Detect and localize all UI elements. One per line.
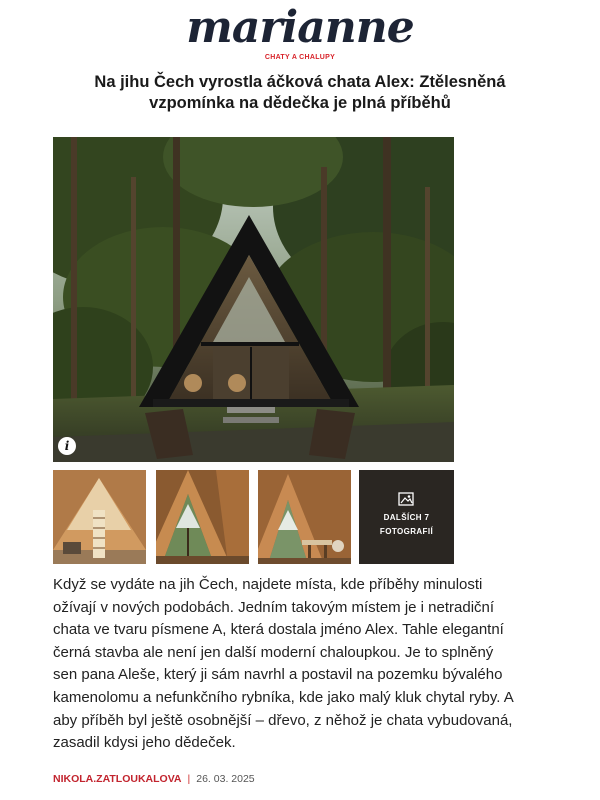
gallery-thumbnail[interactable]	[258, 470, 351, 564]
meta-separator: |	[187, 773, 191, 785]
more-photos-label	[367, 511, 446, 539]
article-lead: Když se vydáte na jih Čech, najdete místa, kde příběhy minulosti ožívají v nových podobách. Jedním takovým místem je i netradiční chata ve tvaru písmene A, která dostala jméno Alex. Tahle elegantní černá stavba ale není jen další moderní chaloupkou. Je to splněný sen pana Aleše, který ji sám navrhl a postavil na pozemku bývalého kamenolomu a nefunkčního rybníka, kde jako malý kluk chytal ryby. A aby příběh byl ještě osobnější – dřevo, z něhož je chata vybudovaná, zasadil kdysi jeho dědeček.	[53, 576, 513, 752]
site-logo[interactable]: marianne	[186, 2, 414, 53]
gallery-thumbnail[interactable]	[53, 470, 146, 564]
gallery-thumbnail[interactable]	[156, 470, 249, 564]
author-link[interactable]: NIKOLA.ZATLOUKALOVA	[53, 773, 182, 785]
more-photos-word: FOTOGRAFIÍ	[379, 527, 434, 536]
section-tag[interactable]: CHATY A CHALUPY	[264, 54, 336, 61]
article-headline: Na jihu Čech vyrostla áčková chata Alex: Ztělesněná vzpomínka na dědečka je plná příběhů	[94, 73, 506, 112]
article-meta	[53, 773, 255, 785]
hero-photo[interactable]	[53, 137, 454, 462]
more-photos-button[interactable]	[359, 470, 454, 564]
publish-date: 26. 03. 2025	[196, 773, 255, 785]
more-photos-count: DALŠÍCH 7	[383, 513, 430, 522]
gallery-icon	[398, 492, 414, 511]
info-icon[interactable]: i	[58, 437, 76, 455]
